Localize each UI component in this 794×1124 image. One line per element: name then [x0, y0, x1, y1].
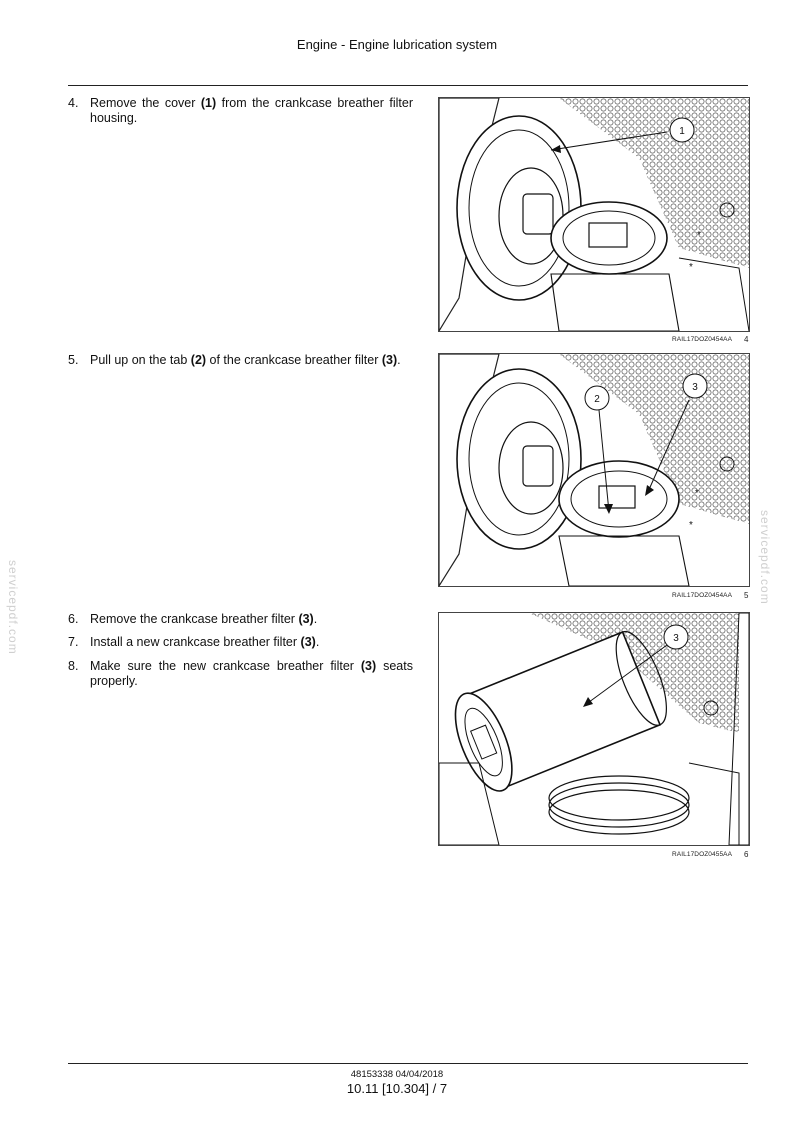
step-text: Pull up on the tab (2) of the crankcase breather filter (3).: [90, 353, 401, 367]
figure-code: RAIL17DOZ0455AA: [672, 851, 733, 858]
breather-cover-drawing: [439, 98, 749, 331]
figure-4-illustration: [438, 97, 750, 332]
svg-text:*: *: [695, 488, 699, 499]
callout-1: 1: [679, 126, 685, 137]
footer-document-reference: 48153338 04/04/2018: [350, 1069, 444, 1080]
figure-code: RAIL17DOZ0454AA: [672, 336, 733, 343]
figure-code: RAIL17DOZ0454AA: [672, 592, 733, 599]
step-8: [68, 659, 413, 689]
step-number: 8.: [68, 659, 79, 673]
step-5: [68, 353, 413, 368]
figure-number: 6: [744, 850, 749, 859]
watermark-left: servicepdf.com: [6, 560, 20, 655]
watermark-right: servicepdf.com: [758, 510, 772, 605]
step-text: Remove the crankcase breather filter (3).: [90, 612, 318, 626]
step-text: Install a new crankcase breather filter (3).: [90, 635, 320, 649]
new-breather-filter-drawing: [439, 613, 749, 845]
svg-text:*: *: [689, 520, 693, 531]
step-7: [68, 635, 413, 650]
step-number: 7.: [68, 635, 79, 649]
step-text: Make sure the new crankcase breather filter (3) seats properly.: [90, 659, 413, 688]
figure-6-illustration: [438, 612, 750, 846]
figure-number: 5: [744, 591, 749, 600]
figure-5-illustration: [438, 353, 750, 587]
figure-number: 4: [744, 335, 749, 344]
page-header-title: Engine - Engine lubrication system: [296, 37, 498, 52]
callout-3: 3: [692, 382, 698, 393]
step-number: 4.: [68, 96, 79, 110]
step-text: Remove the cover (1) from the crankcase breather filter housing.: [90, 96, 413, 125]
footer-page-reference: 10.11 [10.304] / 7: [346, 1081, 448, 1096]
svg-text:*: *: [697, 230, 701, 241]
step-6: [68, 612, 413, 627]
step-number: 5.: [68, 353, 79, 367]
step-number: 6.: [68, 612, 79, 626]
callout-2: 2: [594, 394, 600, 405]
footer-divider: [68, 1063, 748, 1064]
callout-3: 3: [673, 633, 679, 644]
svg-text:*: *: [689, 262, 693, 273]
breather-filter-tab-drawing: [439, 354, 749, 586]
step-4: [68, 96, 413, 126]
header-divider: [68, 85, 748, 86]
